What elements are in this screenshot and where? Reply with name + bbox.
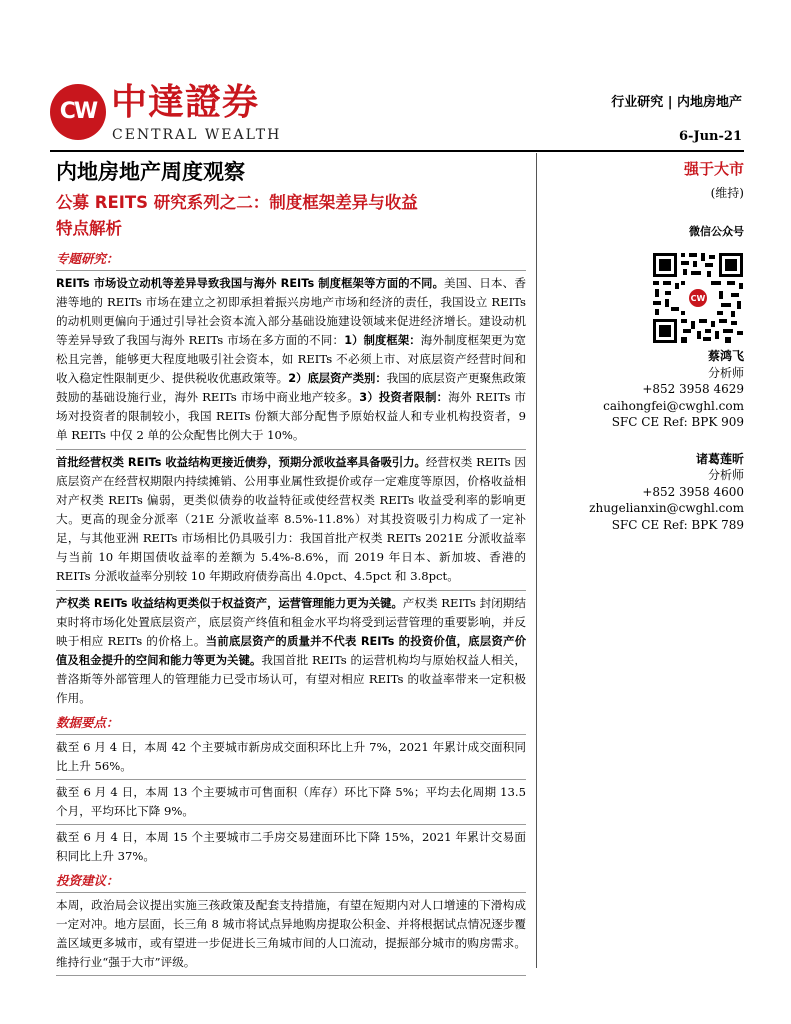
report-date: 6-Jun-21	[679, 129, 742, 144]
analyst-name: 诸葛莲昕	[695, 451, 744, 466]
paragraph-rule	[56, 824, 526, 825]
analyst-title: 分析师	[707, 468, 744, 482]
advice-paragraph: 本周，政治局会议提出实施三孩政策及配套支持措施，有望在短期内对人口增速的下滑构成一定对冲。地方层面，长三角 8 城市将试点异地购房提取公积金、并将根据试点情况逐步覆盖区域更多城市，或有望进一步促进长三角城市间的人口流动，提振部分城市的购房需求。维持行业“强于大市”评级。	[56, 898, 526, 969]
wechat-label: 微信公众号	[689, 225, 744, 238]
analyst-phone: +852 3958 4629	[642, 382, 744, 396]
p1-bold-1: 1）制度框架：	[344, 334, 421, 347]
topic-paragraph-3	[56, 594, 526, 708]
p2-bold: 首批经营权类 REITs 收益结构更接近债券，预期分派收益率具备吸引力。	[56, 456, 426, 469]
subtitle-line-1: 公募 REITS 研究系列之二：制度框架差异与收益	[56, 193, 418, 212]
topic-paragraph-2	[56, 453, 526, 586]
data-section-heading: 数据要点：	[56, 715, 119, 730]
wechat-qr-code-icon[interactable]	[650, 250, 744, 344]
sidebar-column	[548, 158, 744, 533]
p1-text-3: 海外 REITs 市场对投资者的限制较小，我国 REITs 份额大部分配售予原始权益人和专业机构投资者，9 单 REITs 中仅 2 单的公众配售比例大于 10%。	[56, 390, 526, 442]
rating-label: 强于大市	[683, 160, 744, 178]
brand-name-chinese: 中達證券	[111, 82, 260, 123]
main-column	[56, 158, 526, 976]
p1-bold: REITs 市场设立动机等差异导致我国与海外 REITs 制度框架等方面的不同。	[56, 277, 445, 290]
p2-text: 经营权类 REITs 因底层资产在经营权期限内持续摊销、公用事业属性致提价或存一定难度等原因，价格收益相对产权类 REITs 偏弱，更类似债券的收益特征或使经营权类 REITs 收益受利率的影响更大。更高的现金分派率（21E 分派收益率 8.5%-11.8%）对其投资吸引力构成了一定补足，与其他亚洲 REITs 市场相比仍具吸引力：我国首批产权类 REITs 2021E 分派收益率与当前 10 年期国债收益率的差额为 5.4%-8.6%，而 2019 年日本、新加坡、香港的 REITs 分派收益率分别较 10 年期政府债券高出 4.0pct、4.5pct 和 3.8pct。	[56, 455, 527, 583]
p1-bold-2: 2）底层资产类别：	[288, 372, 387, 385]
analyst-email[interactable]: caihongfei@cwghl.com	[603, 398, 744, 413]
section-rule	[56, 270, 526, 271]
p3-bold: 产权类 REITs 收益结构更类似于权益资产，运营管理能力更为关键。	[56, 597, 403, 610]
analyst-card-1	[548, 348, 744, 431]
paragraph-rule	[56, 975, 526, 976]
p1-text-1: 海外制度框架更为宽松且完善，能够更大程度地吸引社会资本，如 REITs 不必须上市、对底层资产经营时间和收入稳定性限制更少、提供税收优惠政策等。	[56, 333, 526, 385]
section-rule	[56, 734, 526, 735]
section-rule	[56, 892, 526, 893]
company-logo	[50, 84, 106, 140]
topic-paragraph-1	[56, 274, 526, 445]
p1-text: 美国、日本、香港等地的 REITs 市场在建立之初即承担着振兴房地产市场和经济的责任，我国设立 REITs 的动机则更偏向于通过引导社会资本流入部分基础设施建设领域来促进经济增长。建设动机等差异导致了我国与海外 REITs 市场在多方面的不同：	[56, 276, 526, 347]
svg-text:CW: CW	[690, 294, 706, 303]
data-point-1: 截至 6 月 4 日，本周 42 个主要城市新房成交面积环比上升 7%，2021 年累计成交面积同比上升 56%。	[56, 740, 526, 773]
paragraph-rule	[56, 590, 526, 591]
p3-text-2: 我国首批 REITs 的运营机构均与原始权益人相关，普洛斯等外部管理人的管理能力已受市场认可，有望对相应 REITs 的收益率带来一定积极作用。	[56, 653, 526, 705]
rating-status: (维持)	[710, 186, 744, 200]
p1-text-2: 我国的底层资产更聚焦政策鼓励的基础设施行业，海外 REITs 市场中商业地产较多。	[56, 371, 526, 404]
logo-monogram: CW	[59, 99, 97, 124]
column-divider	[536, 153, 537, 968]
analyst-sfc-ref: SFC CE Ref: BPK 789	[611, 517, 744, 532]
analyst-sfc-ref: SFC CE Ref: BPK 909	[611, 415, 744, 429]
p1-bold-3: 3）投资者限制：	[359, 391, 449, 404]
analyst-phone: +852 3958 4600	[642, 484, 744, 499]
header-divider	[50, 150, 744, 152]
analyst-card-2	[548, 451, 744, 534]
brand-name-english: CENTRAL WEALTH	[112, 127, 282, 143]
data-point-2: 截至 6 月 4 日，本周 13 个主要城市可售面积（库存）环比下降 5%；平均去化周期 13.5 个月，平均环比下降 9%。	[56, 785, 526, 818]
p3-bold-2: 当前底层资产的质量并不代表 REITs 的投资价值，底层资产价值及租金提升的空间和能力等更为关键。	[56, 635, 527, 667]
paragraph-rule	[56, 779, 526, 780]
report-subtitle	[56, 190, 526, 242]
topic-section-heading: 专题研究：	[56, 251, 119, 266]
subtitle-line-2: 特点解析	[56, 219, 122, 238]
p3-text: 产权类 REITs 封闭期结束时将市场化处置底层资产，底层资产终值和租金水平均将受到运营管理的重要影响，并反映于相应 REITs 的价格上。	[56, 596, 526, 648]
advice-section-heading: 投资建议：	[56, 873, 119, 888]
report-title: 内地房地产周度观察	[56, 160, 245, 184]
report-category: 行业研究 | 内地房地产	[611, 95, 742, 110]
data-point-3: 截至 6 月 4 日，本周 15 个主要城市二手房交易建面环比下降 15%，2021 年累计交易面积同比上升 37%。	[56, 830, 526, 863]
analyst-title: 分析师	[707, 365, 744, 380]
analyst-email[interactable]: zhugelianxin@cwghl.com	[589, 501, 744, 515]
paragraph-rule	[56, 449, 526, 450]
analyst-name: 蔡鸿飞	[707, 349, 744, 363]
